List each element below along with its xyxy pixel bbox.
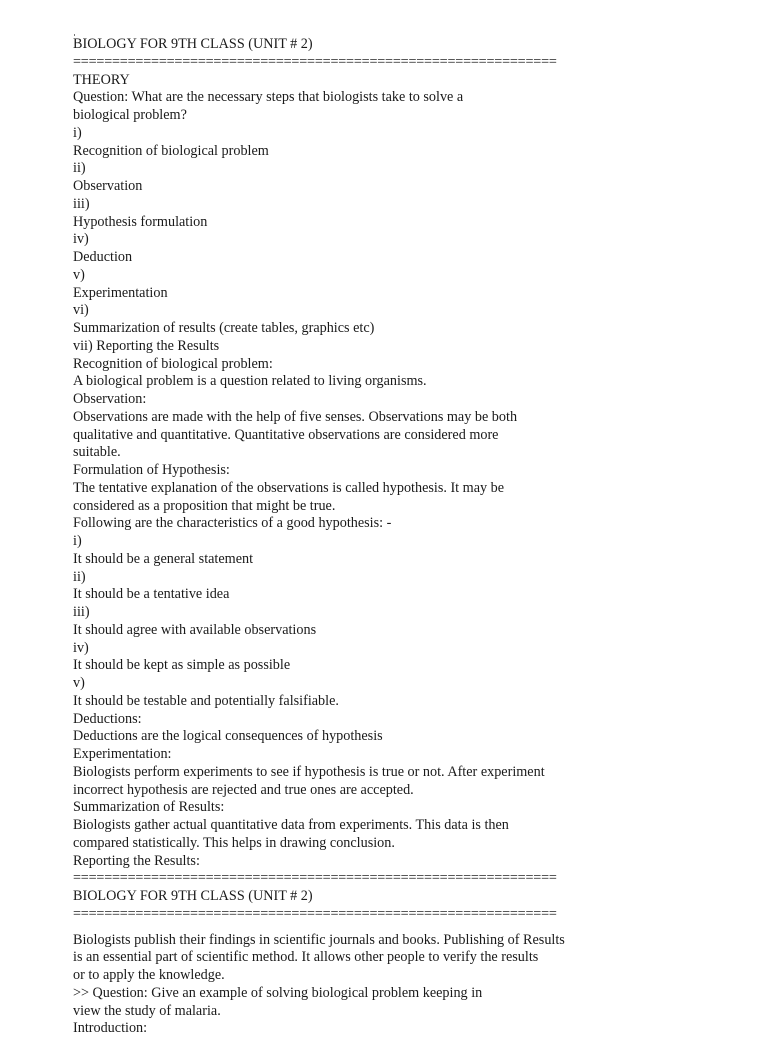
page2-body-text (73, 932, 633, 1038)
text-line: Recognition of biological problem (73, 143, 633, 161)
text-column (73, 36, 633, 1038)
text-line: suitable. (73, 444, 633, 462)
text-line: view the study of malaria. (73, 1003, 633, 1021)
text-line: Experimentation: (73, 746, 633, 764)
text-line: It should be a tentative idea (73, 586, 633, 604)
text-line: incorrect hypothesis are rejected and true ones are accepted. (73, 782, 633, 800)
text-line: It should be kept as simple as possible (73, 657, 633, 675)
text-line: Hypothesis formulation (73, 214, 633, 232)
text-line: A biological problem is a question related to living organisms. (73, 373, 633, 391)
text-line: is an essential part of scientific method. It allows other people to verify the results (73, 949, 633, 967)
header-rule: ============================================================== (73, 54, 598, 72)
text-line: ii) (73, 160, 633, 178)
text-line: Recognition of biological problem: (73, 356, 633, 374)
text-line: iii) (73, 196, 633, 214)
text-line: Biologists publish their findings in scientific journals and books. Publishing of Results (73, 932, 633, 950)
text-line: It should be testable and potentially falsifiable. (73, 693, 633, 711)
text-line: or to apply the knowledge. (73, 967, 633, 985)
text-line: Summarization of results (create tables, graphics etc) (73, 320, 633, 338)
text-line: iv) (73, 231, 633, 249)
footer-rule: ============================================================== (73, 870, 598, 888)
text-line: It should agree with available observations (73, 622, 633, 640)
text-line: Deduction (73, 249, 633, 267)
text-line: v) (73, 267, 633, 285)
text-line: THEORY (73, 72, 633, 90)
page2-header-rule: ============================================================== (73, 906, 598, 924)
text-line: It should be a general statement (73, 551, 633, 569)
text-line: considered as a proposition that might be true. (73, 498, 633, 516)
spacer (73, 924, 633, 932)
text-line: vi) (73, 302, 633, 320)
text-line: Following are the characteristics of a good hypothesis: - (73, 515, 633, 533)
text-line: Formulation of Hypothesis: (73, 462, 633, 480)
text-line: compared statistically. This helps in drawing conclusion. (73, 835, 633, 853)
text-line: Deductions are the logical consequences of hypothesis (73, 728, 633, 746)
text-line: iv) (73, 640, 633, 658)
text-line: Reporting the Results: (73, 853, 633, 871)
text-line: Summarization of Results: (73, 799, 633, 817)
text-line: Biologists gather actual quantitative data from experiments. This data is then (73, 817, 633, 835)
text-line: Biologists perform experiments to see if hypothesis is true or not. After experiment (73, 764, 633, 782)
text-line: Introduction: (73, 1020, 633, 1038)
text-line: Observations are made with the help of five senses. Observations may be both (73, 409, 633, 427)
text-line: vii) Reporting the Results (73, 338, 633, 356)
text-line: Observation (73, 178, 633, 196)
text-line: >> Question: Give an example of solving biological problem keeping in (73, 985, 633, 1003)
text-line: Experimentation (73, 285, 633, 303)
header-title: BIOLOGY FOR 9TH CLASS (UNIT # 2) (73, 36, 633, 54)
text-line: The tentative explanation of the observations is called hypothesis. It may be (73, 480, 633, 498)
text-line: qualitative and quantitative. Quantitative observations are considered more (73, 427, 633, 445)
text-line: Question: What are the necessary steps that biologists take to solve a (73, 89, 633, 107)
page2-header-title: BIOLOGY FOR 9TH CLASS (UNIT # 2) (73, 888, 633, 906)
text-line: iii) (73, 604, 633, 622)
text-line: i) (73, 533, 633, 551)
body-text (73, 72, 633, 871)
text-line: Deductions: (73, 711, 633, 729)
text-line: Observation: (73, 391, 633, 409)
text-line: ii) (73, 569, 633, 587)
text-line: i) (73, 125, 633, 143)
text-line: v) (73, 675, 633, 693)
text-line: biological problem? (73, 107, 633, 125)
